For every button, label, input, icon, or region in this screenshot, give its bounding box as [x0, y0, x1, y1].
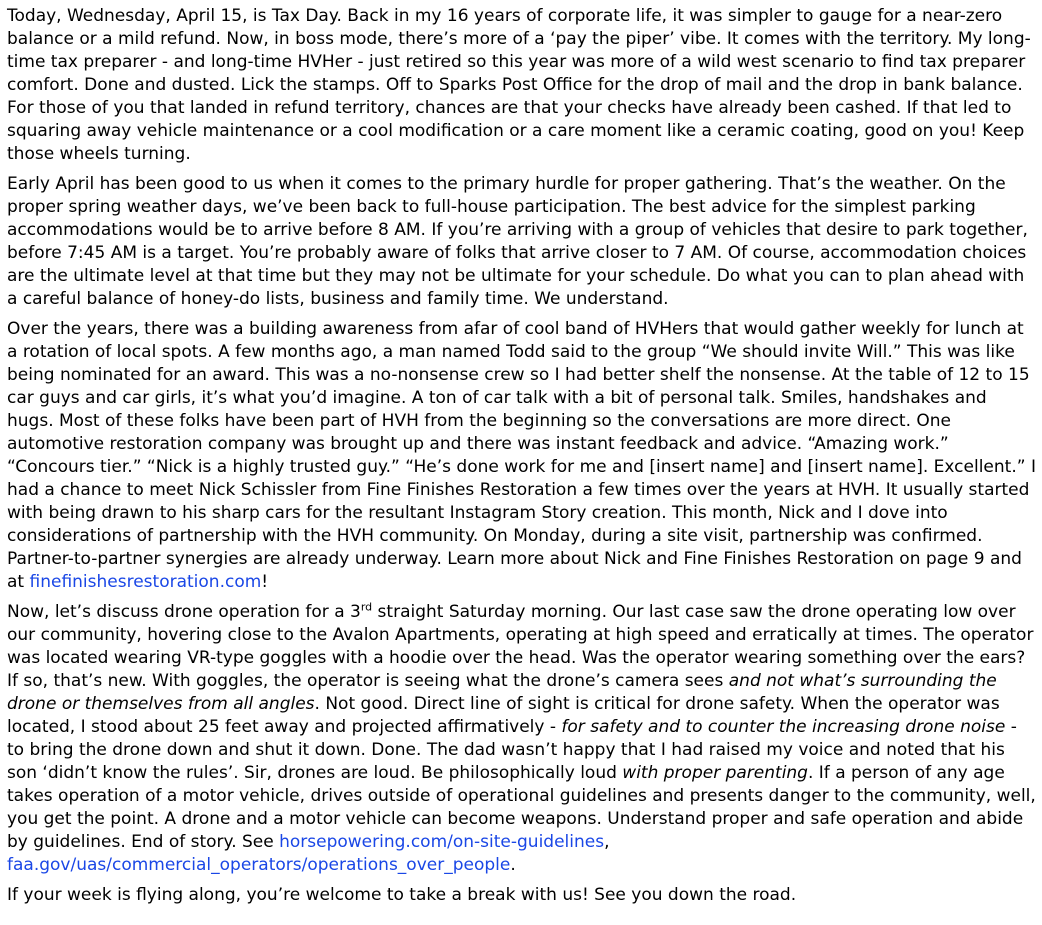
paragraph-text: Over the years, there was a building awareness from afar of cool band of HVHers that would gather weekly for lunch at a rotation of local spots. A few months ago, a man named Todd said to the group “We should invite Will.” This was like being nominated for an award. This was a no-nonsense crew so I had better shelf the nonsense. At the table of 12 to 15 car guys and car girls, it’s what you’d imagine. A ton of car talk with a bit of personal talk. Smiles, handshakes and hugs. Most of these folks have been part of HVH from the beginning so the conversations are more direct. One automotive restoration company was brought up and there was instant feedback and advice. “Amazing work.” “Concours tier.” “Nick is a highly trusted guy.” “He’s done work for me and [insert name] and [insert name]. Excellent.” I had a chance to meet Nick Schissler from Fine Finishes Restoration a few times over the years at HVH. It usually started with being drawn to his sharp cars for the resultant Instagram Story creation. This month, Nick and I dove into considerations of partnership with the HVH community. On Monday, during a site visit, partnership was confirmed. Partner-to-partner synergies are already underway. Learn more about Nick and Fine Finishes Restoration on page 9 and at [7, 319, 1036, 592]
link-separator: , [604, 832, 610, 852]
paragraph-end: ! [261, 572, 269, 592]
paragraph-text: . If a person of any age takes operation of a motor vehicle, drives outside of operational guidelines and presents danger to the community, well, you get the point. A drone and a motor vehicle can become weapons. Understand proper and safe operation and abide by guidelines. End of story. See [7, 763, 1036, 852]
paragraph-text: Now, let’s discuss drone operation for a 3 [7, 602, 361, 622]
italic-phrase: for safety and to counter the increasing drone noise [561, 717, 1006, 737]
paragraph-lunch-crew [7, 318, 1037, 594]
onsite-guidelines-link[interactable]: horsepowering.com/on-site-guidelines [279, 832, 605, 852]
paragraph-text: Today, Wednesday, April 15, is Tax Day. Back in my 16 years of corporate life, it was simpler to gauge for a near-zero balance or a mild refund. Now, in boss mode, there’s more of a ‘pay the piper’ vibe. It comes with the territory. My long-time tax preparer - and long-time HVHer - just retired so this year was more of a wild west scenario to find tax preparer comfort. Done and dusted. Lick the stamps. Off to Sparks Post Office for the drop of mail and the drop in bank balance. For those of you that landed in refund territory, chances are that your checks have already been cashed. If that led to squaring away vehicle maintenance or a cool modification or a care moment like a ceramic coating, good on you! Keep those wheels turning. [7, 6, 1031, 164]
ordinal-suffix: rd [360, 600, 373, 614]
paragraph-text: - to bring the drone down and shut it down. Done. The dad wasn’t happy that I had raised my voice and noted that his son ‘didn’t know the rules’. Sir, drones are loud. Be philosophically loud [7, 717, 1017, 783]
italic-phrase: and not what’s surrounding the drone or themselves from all angles [7, 671, 997, 714]
paragraph-end: . [510, 855, 516, 875]
paragraph-text: . Not good. Direct line of sight is critical for drone safety. When the operator was located, I stood about 25 feet away and projected affirmatively - [7, 694, 1000, 737]
italic-phrase: with proper parenting [622, 763, 808, 783]
paragraph-closing [7, 884, 1037, 907]
paragraph-text: straight Saturday morning. Our last case saw the drone operating low over our community, hovering close to the Avalon Apartments, operating at high speed and erratically at times. The operator was located wearing VR-type goggles with a hoodie over the head. Was the operator wearing something over the ears? If so, that’s new. With goggles, the operator is seeing what the drone’s camera sees [7, 602, 1034, 691]
paragraph-text: Early April has been good to us when it comes to the primary hurdle for proper gathering. That’s the weather. On the proper spring weather days, we’ve been back to full-house participation. The best advice for the simplest parking accommodations would be to arrive before 8 AM. If you’re arriving with a group of vehicles that desire to park together, before 7:45 AM is a target. You’re probably aware of folks that arrive closer to 7 AM. Of course, accommodation choices are the ultimate level at that time but they may not be ultimate for your schedule. Do what you can to plan ahead with a careful balance of honey-do lists, business and family time. We understand. [7, 174, 1028, 309]
faa-link[interactable]: faa.gov/uas/commercial_operators/operations_over_people [7, 855, 511, 875]
paragraph-drone-operation [7, 601, 1037, 877]
finefinishes-link[interactable]: finefinishesrestoration.com [29, 572, 262, 592]
paragraph-early-april [7, 173, 1037, 311]
paragraph-tax-day [7, 5, 1037, 166]
document-body [7, 5, 1037, 914]
paragraph-text: If your week is flying along, you’re welcome to take a break with us! See you down the road. [7, 885, 797, 905]
